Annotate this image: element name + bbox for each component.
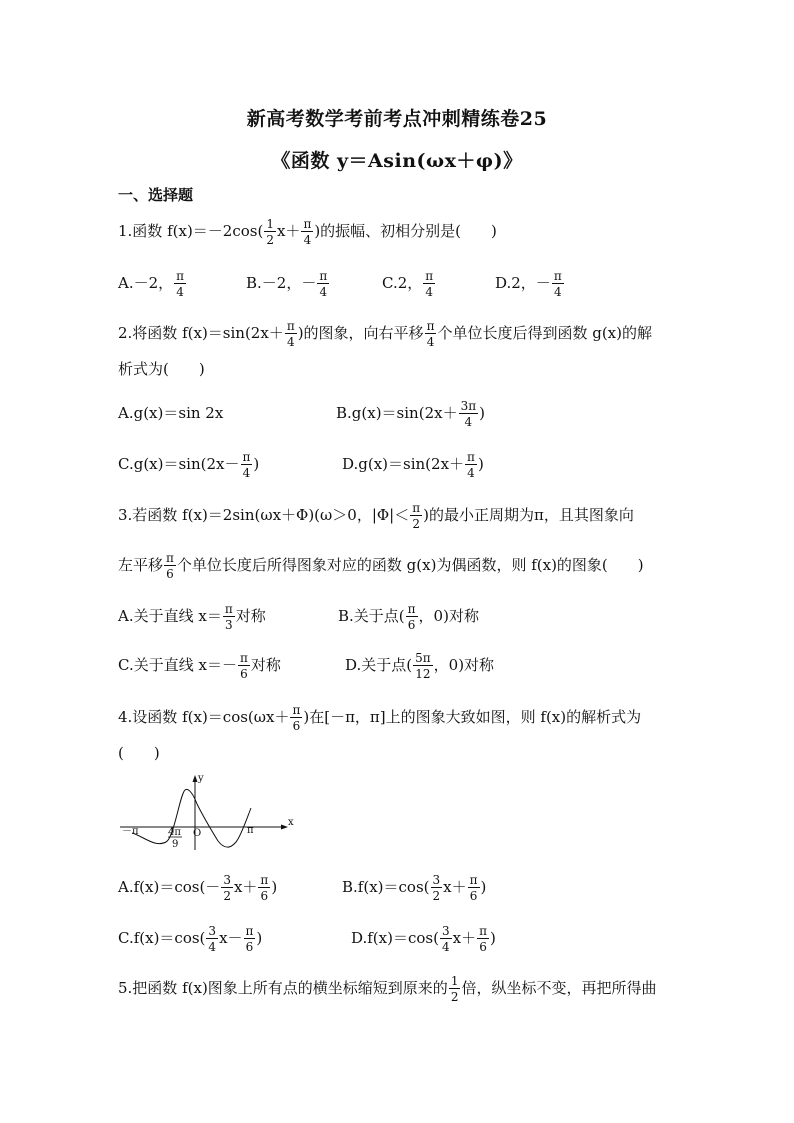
tick-numerator: 4π	[168, 827, 181, 838]
q4-line-2: ( )	[118, 744, 160, 762]
q4-option-b[interactable]: B.f(x)＝cos( $\frac{3}{2}$ x＋ $\frac{\pi}{6}$ )	[342, 873, 487, 903]
q4-option-a[interactable]: A.f(x)＝cos(－ $\frac{3}{2}$ x＋ $\frac{\pi}{6}$ )	[118, 873, 278, 903]
q2-option-a[interactable]: A.g(x)＝sin 2x	[118, 404, 224, 422]
fraction: $\frac{\pi}{6}$	[166, 551, 174, 581]
q2-option-d[interactable]: D.g(x)＝sin(2x＋ $\frac{\pi}{4}$ )	[342, 450, 484, 480]
fraction: $\frac{\pi}{2}$	[412, 501, 421, 531]
fraction: $\frac{\pi}{4}$	[303, 217, 312, 247]
question-5: 5.把函数 f(x)图象上所有点的横坐标缩短到原来的 $\frac{1}{2}$ 倍，纵坐标不变，再把所得曲	[118, 974, 657, 1004]
cosine-curve	[132, 789, 251, 847]
q4-options-cd	[118, 925, 496, 953]
q1-option-d[interactable]: D.2，－ $\frac{\pi}{4}$	[495, 269, 562, 299]
q3-option-d[interactable]: D.关于点( $\frac{5\pi}{12}$ ，0)对称	[345, 651, 495, 681]
page-title: 新高考数学考前考点冲刺精练卷25	[246, 108, 548, 130]
q1-option-b[interactable]: B.－2，－ $\frac{\pi}{4}$	[246, 269, 328, 299]
q1-option-c[interactable]: C.2， $\frac{\pi}{4}$	[382, 269, 434, 299]
fraction: $\frac{1}{2}$	[266, 217, 274, 247]
q1-option-a[interactable]: A.－2， $\frac{\pi}{4}$	[118, 269, 185, 299]
q3-options-cd	[118, 652, 494, 680]
graph-svg	[118, 770, 293, 855]
fraction: $\frac{\pi}{4}$	[286, 319, 295, 349]
cosine-graph-figure	[118, 770, 293, 855]
question-2: 2.将函数 f(x)＝sin(2x＋ $\frac{\pi}{4}$ )的图象，向右平移 $\frac{\pi}{4}$ 个单位长度后得到函数 g(x)的解	[118, 319, 652, 349]
fraction: $\frac{\pi}{6}$	[292, 703, 301, 733]
q2-option-b[interactable]: B.g(x)＝sin(2x＋ $\frac{3\pi}{4}$ )	[336, 399, 485, 429]
x-axis-label: x	[288, 817, 294, 828]
q3-line-2: 左平移 $\frac{\pi}{6}$ 个单位长度后所得图象对应的函数 g(x)为偶函数，则 f(x)的图象( )	[118, 551, 644, 581]
q4-option-c[interactable]: C.f(x)＝cos( $\frac{3}{4}$ x－ $\frac{\pi}{6}$ )	[118, 924, 263, 954]
q2-options-ab	[118, 400, 485, 428]
q2-line-2: 析式为( )	[118, 360, 205, 378]
fraction: $\frac{\pi}{4}$	[426, 319, 435, 349]
q4-option-d[interactable]: D.f(x)＝cos( $\frac{3}{4}$ x＋ $\frac{\pi}{6}$ )	[351, 924, 496, 954]
y-axis-arrow	[193, 775, 198, 782]
q2-option-c[interactable]: C.g(x)＝sin(2x－ $\frac{\pi}{4}$ )	[118, 450, 260, 480]
x-axis-arrow	[281, 825, 288, 830]
q1-text: 1.函数 f(x)＝－2cos(	[118, 222, 264, 240]
fraction: $\frac{1}{2}$	[450, 974, 459, 1004]
q3-option-b[interactable]: B.关于点( $\frac{\pi}{6}$ ，0)对称	[338, 602, 479, 632]
page-subtitle: 《函数 y＝Asin(ωx＋φ)》	[271, 150, 523, 172]
pi-label: π	[247, 825, 254, 836]
y-axis-label: y	[198, 773, 204, 784]
origin-label: O	[193, 828, 202, 839]
q3-option-c[interactable]: C.关于直线 x＝－ $\frac{\pi}{6}$ 对称	[118, 651, 281, 681]
tick-denominator: 9	[172, 839, 179, 850]
q1-options	[118, 270, 565, 298]
question-3: 3.若函数 f(x)＝2sin(ωx＋Φ)(ω＞0，|Φ|＜ $\frac{\pi}{2}$ )的最小正周期为π，且其图象向	[118, 501, 634, 531]
question-1: 1.函数 f(x)＝－2cos( $\frac{1}{2}$ x＋ $\frac{\pi}{4}$ )的振幅、初相分别是( )	[118, 217, 497, 247]
q3-option-a[interactable]: A.关于直线 x＝ $\frac{\pi}{3}$ 对称	[118, 602, 266, 632]
q3-options-ab	[118, 603, 479, 631]
q4-options-ab	[118, 874, 486, 902]
section-heading: 一、选择题	[118, 186, 194, 204]
q2-options-cd	[118, 451, 484, 479]
question-4: 4.设函数 f(x)＝cos(ωx＋ $\frac{\pi}{6}$ )在[－π，π]上的图象大致如图，则 f(x)的解析式为	[118, 703, 642, 733]
neg-pi-label: －π	[122, 826, 139, 837]
